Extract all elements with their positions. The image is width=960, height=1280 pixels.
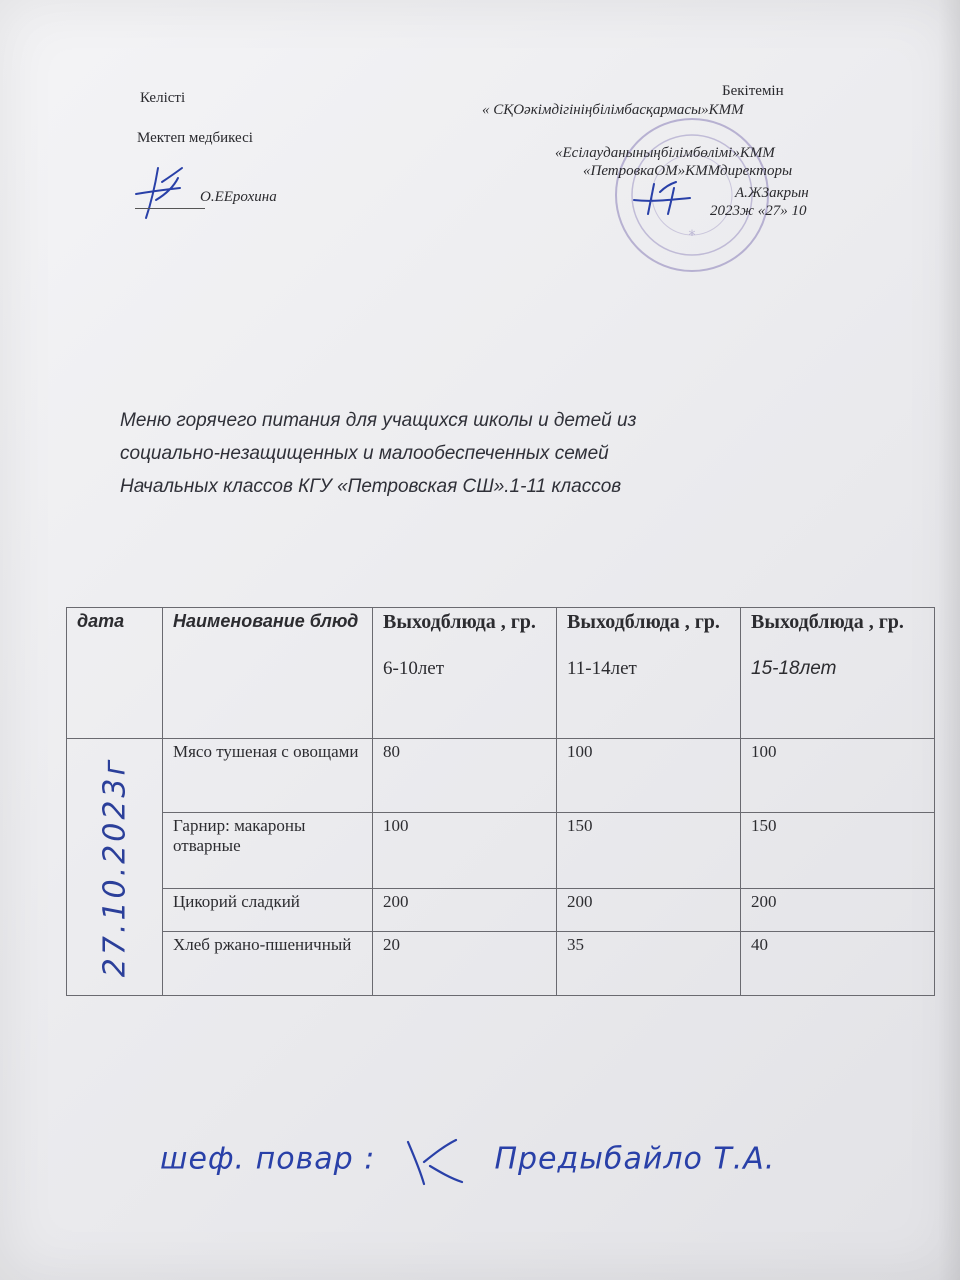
approve-label: Бекітемін bbox=[722, 83, 784, 99]
approve-line-1: « СҚОәкімдігініңбілімбасқармасы»КММ bbox=[482, 102, 744, 118]
output-6-10: 100 bbox=[373, 813, 557, 889]
agreed-label: Келісті bbox=[140, 90, 186, 106]
output-15-18: 150 bbox=[741, 813, 935, 889]
header-age-2: 11-14лет bbox=[567, 658, 637, 679]
approve-date: 2023ж «27» 10 bbox=[710, 203, 807, 219]
paper-shadow-edge bbox=[938, 0, 960, 1280]
output-15-18: 40 bbox=[741, 932, 935, 996]
table-header-row bbox=[67, 608, 935, 739]
output-15-18: 200 bbox=[741, 889, 935, 932]
header-age-3: 15-18лет bbox=[751, 658, 837, 679]
dish-name: Мясо тушеная с овощами bbox=[163, 739, 373, 813]
handwritten-date: 27.10.2023г bbox=[97, 756, 132, 978]
header-output-1-label: Выходблюда , гр. bbox=[383, 611, 536, 633]
output-6-10: 20 bbox=[373, 932, 557, 996]
header-output-2 bbox=[557, 608, 741, 739]
nurse-name: О.ЕЕрохина bbox=[200, 189, 277, 205]
approve-line-4: А.ЖЗакрын bbox=[735, 185, 809, 201]
date-cell bbox=[67, 739, 163, 996]
header-output-3 bbox=[741, 608, 935, 739]
output-6-10: 200 bbox=[373, 889, 557, 932]
output-11-14: 200 bbox=[557, 889, 741, 932]
nurse-signature bbox=[128, 160, 198, 222]
header-output-3-label: Выходблюда , гр. bbox=[751, 611, 904, 633]
header-output-1 bbox=[373, 608, 557, 739]
title-line-2: социально-незащищенных и малообеспеченных семей bbox=[120, 443, 609, 464]
menu-table bbox=[66, 607, 935, 996]
header-date: дата bbox=[67, 608, 163, 739]
chef-signature-line bbox=[160, 1132, 775, 1188]
output-11-14: 35 bbox=[557, 932, 741, 996]
director-signature bbox=[630, 178, 710, 218]
chef-signature bbox=[400, 1132, 470, 1188]
header-dish-name: Наименование блюд bbox=[163, 608, 373, 739]
nurse-signature-line bbox=[135, 208, 205, 209]
dish-name: Гарнир: макароны отварные bbox=[163, 813, 373, 889]
approve-line-2: «Есілауданыныңбілімбөлімі»КММ bbox=[555, 145, 775, 161]
header-output-2-label: Выходблюда , гр. bbox=[567, 611, 720, 633]
dish-name: Хлеб ржано-пшеничный bbox=[163, 932, 373, 996]
output-11-14: 100 bbox=[557, 739, 741, 813]
approve-line-3: «ПетровкаОМ»КММдиректоры bbox=[583, 163, 793, 179]
dish-name: Цикорий сладкий bbox=[163, 889, 373, 932]
table-row bbox=[67, 932, 935, 996]
title-line-3: Начальных классов КГУ «Петровская СШ».1-11 классов bbox=[120, 476, 622, 497]
table-row bbox=[67, 813, 935, 889]
output-6-10: 80 bbox=[373, 739, 557, 813]
chef-name: Предыбайло Т.А. bbox=[494, 1141, 776, 1177]
title-line-1: Меню горячего питания для учащихся школы и детей из bbox=[120, 410, 637, 431]
table-row bbox=[67, 889, 935, 932]
output-11-14: 150 bbox=[557, 813, 741, 889]
header-age-1: 6-10лет bbox=[383, 658, 445, 679]
chef-label: шеф. повар : bbox=[160, 1141, 376, 1177]
svg-text:*: * bbox=[688, 228, 696, 244]
nurse-label: Мектеп медбикесі bbox=[137, 130, 253, 146]
output-15-18: 100 bbox=[741, 739, 935, 813]
table-row bbox=[67, 739, 935, 813]
